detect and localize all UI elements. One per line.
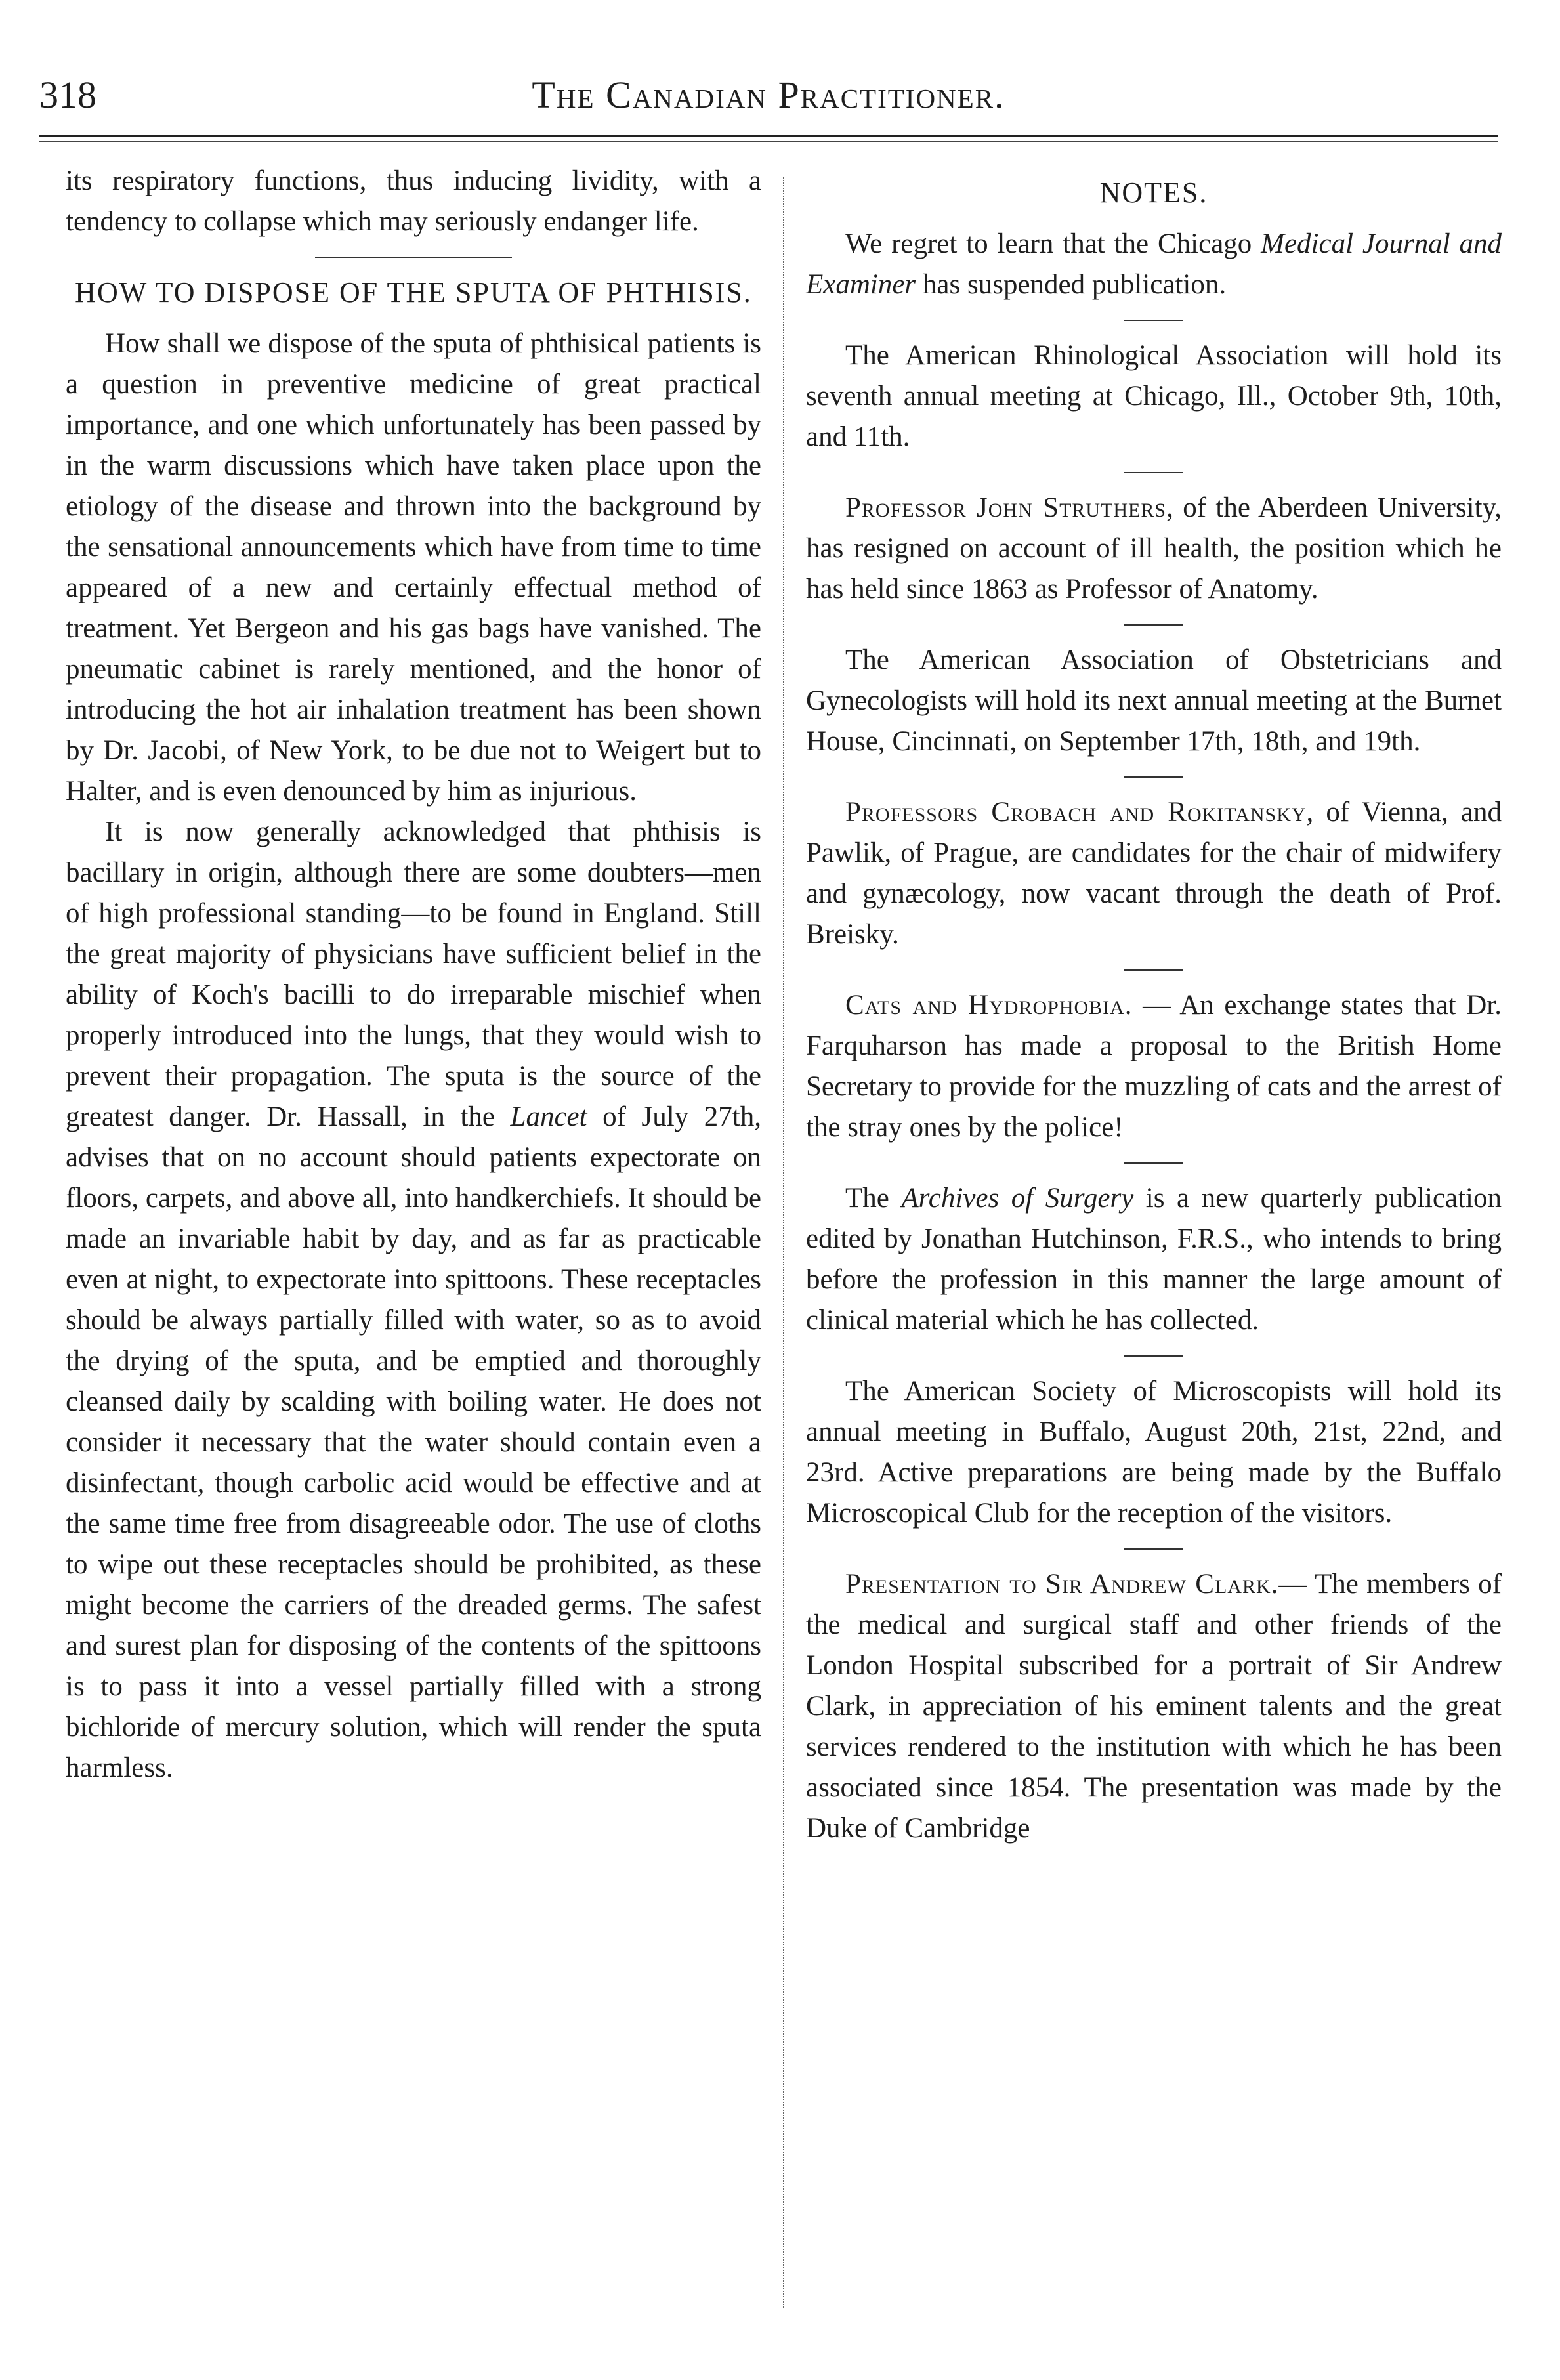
note-separator	[1124, 1355, 1183, 1357]
note-lead: Professors Crobach and Rokitansky	[845, 797, 1307, 828]
note-2: The American Rhinological Association will hold its seventh annual meeting at Chicago, Ill., October 9th, 10th, and 11th.	[806, 340, 1502, 452]
paragraph-text: It is now generally acknowledged that phthisis is bacillary in origin, although there are some doubters—men of high professional standing—to be found in England. Still the great majority of physicians have sufficient belief in the ability of Koch's bacilli to do irreparable mischief when properly introduced into the lungs, that they would wish to prevent their propagation. The sputa is the source of the greatest danger. Dr. Hassall, in the	[66, 817, 761, 1132]
right-column	[806, 161, 1502, 1849]
note-separator	[1124, 472, 1183, 473]
paragraph-text: of July 27th, advises that on no account should patients expectorate on floors, carpets, and above all, into handkerchiefs. It should be made an invariable habit by day, and as far as practicable even at night, to expectorate into spittoons. These receptacles should be always partially filled with water, so as to avoid the drying of the sputa, and be emptied and thoroughly cleansed daily by scalding with boiling water. He does not consider it necessary that the water should contain even a disinfectant, though carbolic acid would be effective and at the same time free from disagreeable odor. The use of cloths to wipe out these receptacles should be prohibited, as these might become the carriers of the dreaded germs. The safest and surest plan for disposing of the contents of the spittoons is to pass it into a vessel partially filled with a strong bichloride of mercury solution, which will render the sputa harmless.	[66, 1101, 761, 1783]
left-column	[66, 161, 761, 1789]
section-rule	[315, 257, 512, 258]
note-9	[806, 1564, 1502, 1849]
continued-paragraph: its respiratory functions, thus inducing lividity, with a tendency to collapse which may seriously endanger life.	[66, 165, 761, 237]
article-paragraph-1: How shall we dispose of the sputa of phthisical patients is a question in preventive medicine of great practical importance, and one which unfortunately has been passed by in the warm discussions which have taken place upon the etiology of the disease and thrown into the background by the sensational announcements which have from time to time appeared of a new and certainly effectual method of treatment. Yet Bergeon and his gas bags have vanished. The pneumatic cabinet is rarely mentioned, and the honor of introducing the hot air inhalation treatment has been shown by Dr. Jacobi, of New York, to be due not to Weigert but to Halter, and is even denounced by him as injurious.	[66, 328, 761, 807]
note-separator	[1124, 320, 1183, 321]
page-number: 318	[39, 74, 96, 116]
header-rule	[39, 135, 1498, 137]
note-separator	[1124, 776, 1183, 778]
note-separator	[1124, 969, 1183, 971]
page-header	[39, 69, 1498, 128]
note-8: The American Society of Microscopists will hold its annual meeting in Buffalo, August 20th, 21st, 22nd, and 23rd. Active preparations are being made by the Buffalo Microscopical Club for the reception of the visitors.	[806, 1376, 1502, 1529]
note-text: , of the Aberdeen University, has resigned on account of ill health, the position which he has held since 1863 as Professor of Anatomy.	[806, 492, 1502, 605]
journal-title: Archives of Surgery	[901, 1183, 1134, 1214]
running-title: The Canadian Practitioner.	[532, 74, 1005, 116]
note-text: is a new quarterly publication edited by Jonathan Hutchinson, F.R.S., who intends to bring before the profession in this manner the large amount of clinical material which he has collected.	[806, 1183, 1502, 1336]
article-paragraph-2	[66, 812, 761, 1789]
note-text: The	[845, 1183, 902, 1214]
note-separator	[1124, 1548, 1183, 1550]
note-4: The American Association of Obstetricians and Gynecologists will hold its next annual meeting at the Burnet House, Cincinnati, on September 17th, 18th, and 19th.	[806, 645, 1502, 757]
article-title: HOW TO DISPOSE OF THE SPUTA OF PHTHISIS.	[75, 276, 752, 308]
note-text: has suspended publication.	[916, 269, 1227, 300]
note-text: — An exchange states that Dr. Farquharson has made a proposal to the British Home Secretary to provide for the muzzling of cats and the arrest of the stray ones by the police!	[806, 990, 1502, 1143]
column-divider	[783, 177, 784, 2308]
note-separator	[1124, 624, 1183, 626]
note-text: , of Vienna, and Pawlik, of Prague, are candidates for the chair of midwifery and gynæcology, now vacant through the death of Prof. Breisky.	[806, 797, 1502, 950]
note-5	[806, 792, 1502, 955]
note-3	[806, 488, 1502, 610]
note-7	[806, 1178, 1502, 1341]
note-text: — The members of the medical and surgical staff and other friends of the London Hospital subscribed for a portrait of Sir Andrew Clark, in appreciation of his eminent talents and the great services rendered to the institution with which he has been associated since 1854. The presentation was made by the Duke of Cambridge	[806, 1569, 1502, 1844]
note-6	[806, 985, 1502, 1148]
notes-title: NOTES.	[1099, 177, 1208, 209]
journal-title: Medical Journal and Examiner	[806, 228, 1502, 300]
note-lead: Cats and Hydrophobia.	[845, 990, 1133, 1021]
header-rule-secondary	[39, 141, 1498, 142]
note-lead: Professor John Struthers	[845, 492, 1167, 523]
note-separator	[1124, 1162, 1183, 1164]
journal-title: Lancet	[510, 1101, 587, 1132]
note-text: We regret to learn that the Chicago	[845, 228, 1261, 259]
note-1	[806, 224, 1502, 305]
note-lead: Presentation to Sir Andrew Clark.	[845, 1569, 1279, 1600]
